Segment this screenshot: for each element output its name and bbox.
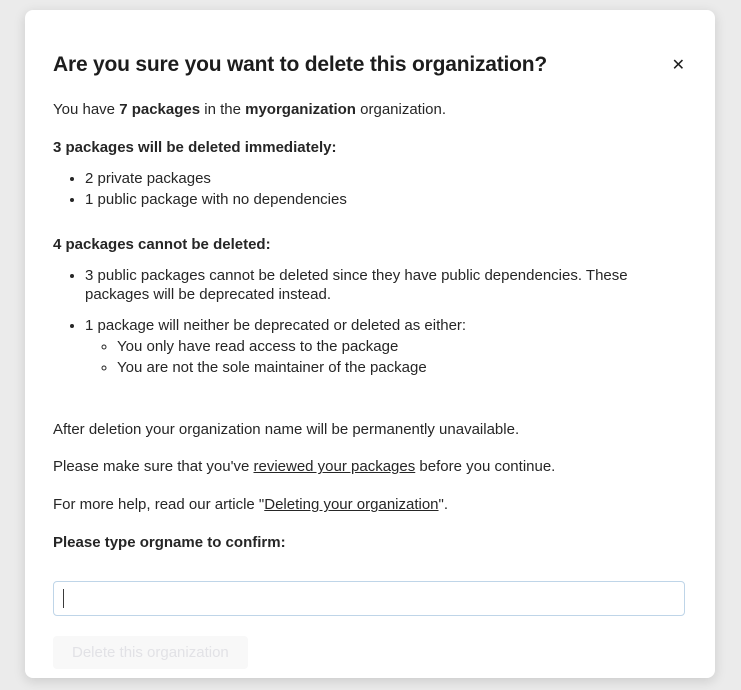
organization-name: myorganization (245, 101, 356, 119)
intro-text-1: You have (53, 101, 120, 119)
intro-text-2: in the (200, 101, 246, 119)
review-text-1: Please make sure that you've (53, 458, 254, 476)
immediate-delete-list (53, 170, 685, 211)
list-item-text: 1 package will neither be deprecated or deleted as either: (85, 317, 467, 335)
text-cursor (63, 589, 64, 608)
sub-list-item: ◦ You only have read access to the package (117, 338, 685, 357)
sub-list-item: ◦ You are not the sole maintainer of the package (117, 359, 685, 378)
help-text-2: ". (438, 496, 449, 514)
name-unavailable-note: After deletion your organization name will be permanently unavailable. (53, 420, 520, 438)
modal-title: Are you sure you want to delete this organization? (53, 53, 548, 76)
list-item: • 1 public package with no dependencies (85, 191, 685, 210)
cannot-delete-heading: 4 packages cannot be deleted: (53, 236, 271, 254)
packages-count: 7 packages (119, 101, 201, 119)
orgname-confirm-input[interactable] (53, 581, 685, 616)
intro-text-3: organization. (355, 101, 447, 119)
help-text-1: For more help, read our article " (53, 496, 265, 514)
reviewed-your-packages-link[interactable]: reviewed your packages (253, 458, 416, 476)
cannot-delete-list (53, 267, 685, 378)
confirm-orgname-label: Please type orgname to confirm: (53, 533, 286, 551)
list-item: • 3 public packages cannot be deleted since they have public dependencies. These packages will be deprecated instead. (85, 267, 685, 305)
immediate-delete-heading: 3 packages will be deleted immediately: (53, 138, 337, 156)
neither-reasons-sublist (85, 338, 685, 378)
confirm-input-wrapper (53, 581, 685, 616)
notes-section (53, 421, 685, 515)
review-packages-note (53, 458, 685, 477)
list-item: • 2 private packages (85, 170, 685, 189)
deleting-your-organization-link[interactable]: Deleting your organization (264, 496, 439, 514)
close-button[interactable] (670, 56, 687, 76)
delete-organization-modal (25, 10, 715, 678)
close-icon: ✕ (671, 57, 685, 74)
intro-paragraph (53, 101, 685, 120)
review-text-2: before you continue. (415, 458, 556, 476)
help-article-note (53, 496, 685, 515)
list-item (85, 317, 685, 377)
delete-organization-button[interactable]: Delete this organization (53, 636, 248, 669)
